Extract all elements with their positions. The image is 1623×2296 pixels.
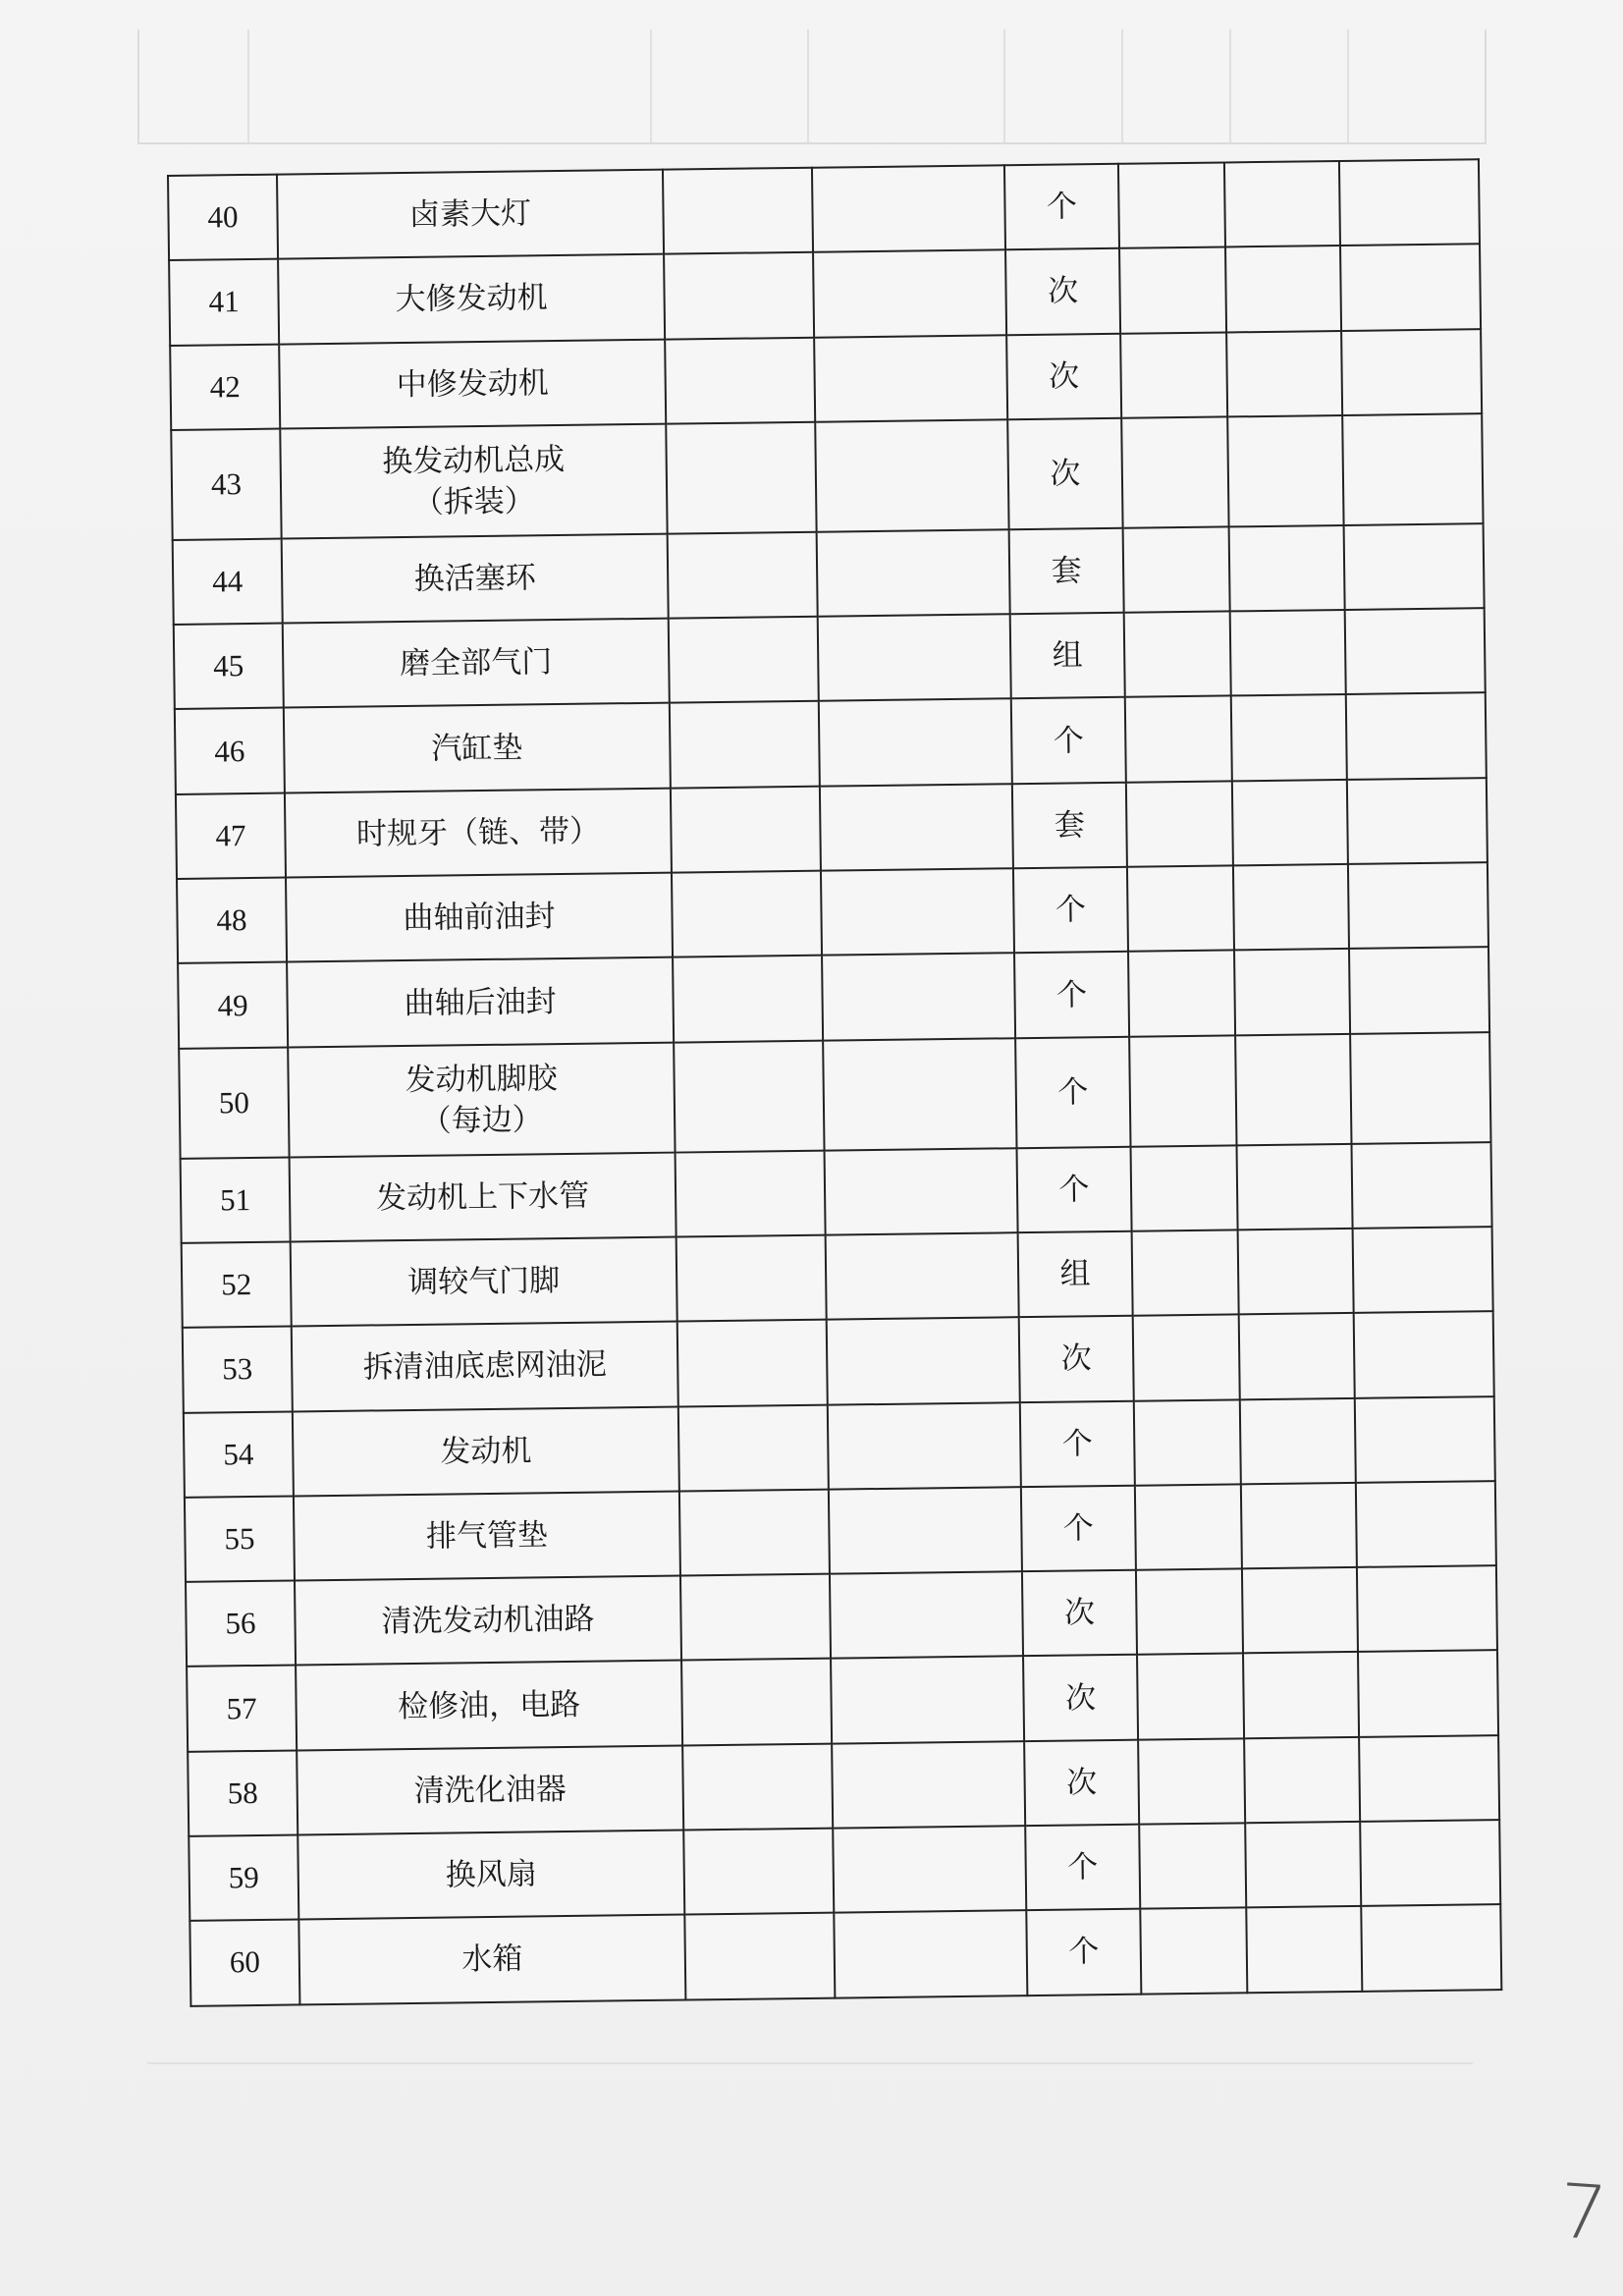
item-unit: 个 [1020, 1400, 1135, 1487]
blank-cell-c [1121, 416, 1228, 527]
blank-cell-b [829, 1487, 1022, 1574]
table-row [189, 1904, 1501, 2005]
item-unit: 个 [1014, 952, 1129, 1038]
item-unit: 套 [1012, 783, 1127, 869]
item-name-line: 清洗发动机油路 [381, 1601, 595, 1640]
item-unit: 组 [1010, 613, 1125, 699]
item-name [286, 873, 673, 962]
blank-cell-e [1347, 778, 1488, 864]
blank-cell-d [1232, 780, 1348, 866]
item-unit: 次 [1007, 418, 1122, 529]
blank-cell-c [1129, 1035, 1236, 1146]
table-row [168, 159, 1480, 260]
item-name [290, 1152, 676, 1241]
item-number: 58 [188, 1750, 298, 1836]
blank-cell-a [672, 871, 822, 957]
blank-cell-c [1134, 1399, 1241, 1486]
item-number: 53 [183, 1327, 293, 1413]
item-name-line: 排气管垫 [425, 1517, 549, 1555]
item-name-line: 大修发动机 [395, 280, 548, 318]
table-row [186, 1565, 1497, 1667]
table-row [182, 1227, 1493, 1328]
item-name-line: 发动机上下水管 [375, 1177, 590, 1217]
table-row [185, 1481, 1496, 1582]
blank-cell-c [1133, 1315, 1240, 1401]
blank-cell-e [1353, 1227, 1493, 1313]
item-name-line: 发动机 [440, 1433, 532, 1470]
item-name [284, 703, 671, 793]
blank-cell-e [1345, 608, 1486, 694]
item-name-line: 调较气门脚 [406, 1263, 561, 1301]
item-name-line: （每边） [420, 1101, 543, 1139]
blank-cell-b [814, 335, 1007, 422]
table-row [181, 1142, 1492, 1243]
blank-cell-d [1233, 864, 1349, 951]
table-row [188, 1735, 1499, 1836]
blank-cell-c [1140, 1908, 1247, 1995]
item-name-line: 拆清油底虑网油泥 [362, 1346, 607, 1386]
item-number: 40 [168, 175, 278, 261]
blank-cell-b [834, 1910, 1027, 1997]
item-name [277, 170, 664, 259]
table-row [187, 1651, 1498, 1752]
item-name-line: 清洗化油器 [413, 1771, 567, 1809]
blank-cell-d [1244, 1737, 1360, 1824]
blank-cell-a [680, 1574, 831, 1661]
item-name-line: 曲轴后油封 [404, 983, 557, 1021]
blank-cell-c [1118, 162, 1225, 248]
blank-cell-a [678, 1404, 829, 1491]
blank-cell-b [820, 784, 1013, 871]
item-name-line: 卤素大灯 [408, 195, 532, 234]
item-name-line: 曲轴前油封 [403, 899, 556, 937]
item-name-line: 发动机脚胶 [405, 1060, 558, 1098]
item-number: 49 [178, 962, 288, 1049]
item-name-line: 换活塞环 [413, 560, 536, 597]
table-row [173, 523, 1485, 625]
blank-cell-d [1224, 161, 1340, 247]
item-unit: 次 [1023, 1655, 1138, 1741]
item-name [298, 1915, 685, 2004]
item-number: 57 [187, 1666, 297, 1752]
item-name-line: 中修发动机 [396, 364, 549, 403]
blank-cell-d [1239, 1313, 1355, 1399]
blank-cell-e [1356, 1481, 1496, 1567]
blank-cell-b [833, 1826, 1026, 1913]
item-unit: 次 [1019, 1316, 1134, 1402]
blank-cell-d [1245, 1822, 1361, 1908]
table-body [168, 159, 1501, 2005]
table-row [171, 413, 1483, 540]
blank-cell-d [1238, 1229, 1354, 1315]
table-row [175, 693, 1487, 794]
blank-cell-a [682, 1743, 833, 1830]
item-name [282, 534, 669, 624]
blank-cell-c [1135, 1484, 1242, 1570]
table-row [179, 1032, 1490, 1159]
bleed-through-table [137, 29, 1487, 144]
item-number: 41 [169, 259, 279, 346]
blank-cell-a [673, 956, 823, 1042]
item-number: 47 [176, 793, 286, 879]
item-name [287, 957, 674, 1047]
blank-cell-b [821, 868, 1014, 956]
blank-cell-c [1138, 1738, 1245, 1825]
item-unit: 个 [1013, 867, 1128, 954]
blank-cell-e [1358, 1651, 1498, 1737]
blank-cell-e [1348, 862, 1488, 949]
blank-cell-e [1354, 1311, 1494, 1397]
blank-cell-c [1132, 1230, 1239, 1316]
item-unit: 个 [1017, 1146, 1132, 1232]
item-number: 51 [181, 1157, 291, 1243]
table-row [169, 245, 1481, 346]
blank-cell-c [1120, 332, 1227, 418]
item-name-line: 换风扇 [445, 1856, 538, 1893]
blank-cell-e [1360, 1820, 1500, 1906]
blank-cell-d [1229, 525, 1345, 612]
item-name-line: 汽缸垫 [431, 730, 523, 767]
item-name [279, 339, 666, 428]
blank-cell-c [1124, 612, 1231, 698]
blank-cell-a [670, 701, 820, 788]
blank-cell-d [1231, 694, 1347, 781]
blank-cell-c [1137, 1654, 1244, 1740]
item-unit: 个 [1011, 697, 1126, 784]
blank-cell-a [676, 1235, 827, 1322]
blank-cell-b [825, 1148, 1018, 1235]
blank-cell-b [830, 1571, 1023, 1659]
blank-cell-a [677, 1320, 828, 1406]
blank-cell-c [1136, 1569, 1243, 1656]
item-number: 50 [179, 1047, 289, 1158]
blank-cell-e [1342, 413, 1483, 525]
item-number: 56 [186, 1581, 296, 1667]
item-name-line: 水箱 [461, 1941, 523, 1978]
blank-cell-b [831, 1657, 1024, 1744]
blank-cell-e [1359, 1735, 1499, 1822]
blank-cell-d [1226, 331, 1342, 417]
blank-cell-d [1237, 1144, 1353, 1230]
item-unit: 个 [1021, 1486, 1136, 1572]
blank-cell-a [671, 786, 821, 872]
blank-cell-a [674, 1040, 824, 1152]
blank-cell-e [1349, 948, 1489, 1034]
blank-cell-b [818, 614, 1011, 701]
table-row [174, 608, 1486, 709]
item-name [291, 1237, 677, 1327]
blank-cell-b [827, 1317, 1020, 1404]
item-number: 55 [185, 1496, 295, 1582]
blank-cell-c [1126, 781, 1233, 867]
blank-cell-b [823, 1038, 1016, 1150]
item-name [288, 1042, 675, 1157]
item-name-line: 换发动机总成 [381, 441, 566, 480]
table-row [170, 329, 1482, 430]
blank-cell-a [679, 1489, 830, 1575]
blank-cell-d [1225, 246, 1341, 332]
blank-cell-d [1240, 1397, 1356, 1484]
item-name [298, 1831, 684, 1920]
blank-cell-d [1241, 1483, 1357, 1569]
repair-items-table [167, 158, 1502, 2006]
item-number: 48 [177, 878, 287, 964]
blank-cell-b [817, 529, 1010, 617]
blank-cell-d [1243, 1652, 1359, 1738]
item-unit: 套 [1009, 528, 1124, 615]
table-row [178, 948, 1489, 1049]
item-unit: 次 [1005, 248, 1120, 335]
item-unit: 个 [1026, 1909, 1141, 1995]
item-name [283, 619, 670, 708]
item-name-line: 时规牙（链、带） [355, 813, 601, 852]
item-name [292, 1322, 678, 1411]
blank-cell-b [813, 250, 1006, 338]
blank-cell-e [1344, 523, 1485, 610]
blank-cell-c [1128, 951, 1235, 1037]
blank-cell-a [681, 1659, 832, 1745]
blank-cell-b [832, 1741, 1025, 1829]
blank-cell-a [668, 532, 818, 619]
bleed-through-lines [147, 2062, 1473, 2241]
blank-cell-b [819, 699, 1012, 787]
item-number: 46 [175, 708, 285, 794]
table-row [177, 862, 1488, 963]
item-number: 44 [173, 538, 283, 625]
blank-cell-a [684, 1913, 835, 1999]
item-number: 60 [189, 1920, 299, 2006]
item-name [296, 1661, 682, 1750]
blank-cell-c [1139, 1823, 1246, 1909]
blank-cell-a [683, 1829, 834, 1915]
table-row [183, 1311, 1494, 1412]
blank-cell-e [1340, 245, 1481, 331]
item-number: 54 [184, 1411, 294, 1498]
table-row [176, 778, 1488, 879]
blank-cell-e [1341, 329, 1482, 415]
item-name [295, 1576, 681, 1666]
blank-cell-c [1123, 526, 1230, 613]
table-row [189, 1820, 1500, 1921]
item-name-line: 检修油，电路 [397, 1686, 581, 1724]
blank-cell-e [1346, 693, 1487, 780]
blank-cell-d [1227, 415, 1343, 526]
blank-cell-d [1230, 610, 1346, 696]
item-number: 52 [182, 1241, 292, 1328]
item-name [285, 788, 672, 877]
blank-cell-e [1361, 1904, 1501, 1991]
blank-cell-b [815, 419, 1008, 531]
blank-cell-a [665, 337, 815, 423]
item-unit: 次 [1022, 1570, 1137, 1657]
item-name [280, 424, 667, 539]
item-unit: 次 [1024, 1739, 1139, 1826]
item-name [293, 1406, 679, 1496]
blank-cell-e [1350, 1032, 1490, 1144]
blank-cell-b [828, 1402, 1021, 1490]
item-unit: 个 [1025, 1825, 1140, 1911]
blank-cell-e [1339, 159, 1480, 246]
item-name [278, 254, 665, 344]
item-unit: 个 [1004, 164, 1119, 250]
blank-cell-d [1234, 949, 1350, 1035]
blank-cell-b [826, 1232, 1019, 1320]
item-number: 59 [189, 1835, 298, 1922]
blank-cell-c [1119, 247, 1226, 334]
item-name-line: 磨全部气门 [400, 644, 553, 683]
blank-cell-a [664, 252, 814, 339]
blank-cell-b [812, 165, 1005, 252]
item-name-line: （拆装） [412, 483, 535, 520]
blank-cell-c [1131, 1145, 1238, 1231]
blank-cell-a [663, 168, 813, 254]
item-unit: 次 [1006, 333, 1121, 419]
blank-cell-a [666, 422, 816, 534]
item-unit: 组 [1018, 1231, 1133, 1318]
blank-cell-a [669, 617, 819, 703]
handwritten-page-number: 7 [1555, 2166, 1610, 2258]
blank-cell-b [822, 954, 1015, 1041]
blank-cell-d [1235, 1034, 1351, 1145]
item-number: 45 [174, 624, 284, 710]
item-number: 42 [170, 344, 280, 430]
item-name [297, 1745, 683, 1834]
blank-cell-e [1351, 1142, 1491, 1229]
blank-cell-c [1125, 696, 1232, 783]
blank-cell-d [1246, 1906, 1362, 1993]
blank-cell-a [676, 1150, 826, 1236]
table-row [184, 1396, 1495, 1498]
item-unit: 个 [1015, 1036, 1130, 1147]
blank-cell-e [1357, 1565, 1497, 1652]
blank-cell-c [1127, 865, 1234, 952]
blank-cell-d [1242, 1567, 1358, 1654]
item-number: 43 [171, 428, 281, 539]
blank-cell-e [1355, 1396, 1495, 1483]
item-name [294, 1491, 680, 1580]
